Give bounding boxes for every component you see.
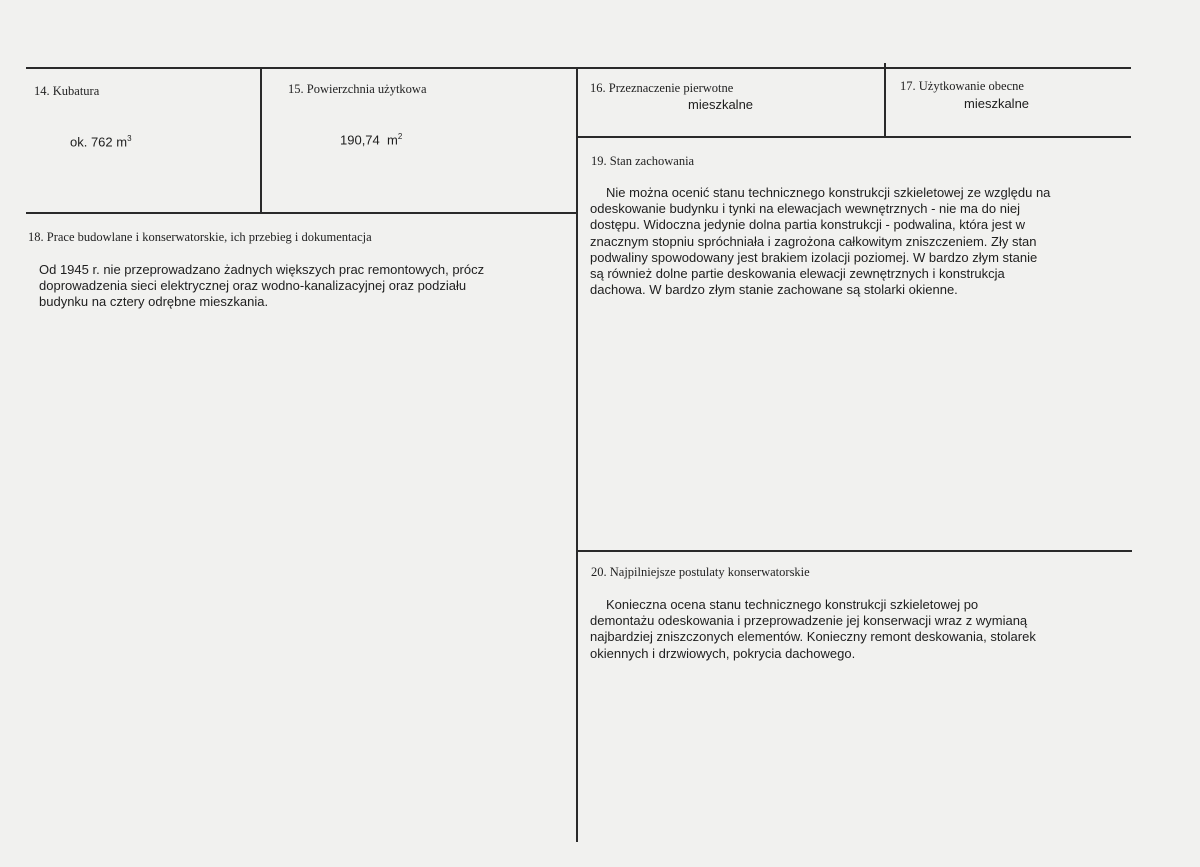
field-postulaty-label: 20. Najpilniejsze postulaty konserwatorskie [591, 565, 810, 579]
prace-line: Od 1945 r. nie przeprowadzano żadnych większych prac remontowych, prócz [39, 262, 485, 277]
kubatura-exponent: 3 [127, 134, 132, 143]
field-uzytkowanie-label: 17. Użytkowanie obecne [900, 79, 1024, 93]
field-kubatura-value [70, 134, 132, 149]
divider-16-17 [884, 63, 886, 136]
postulaty-line: Konieczna ocena stanu technicznego konstrukcji szkieletowej po [606, 597, 979, 612]
postulaty-line: najbardziej zniszczonych elementów. Konieczny remont deskowania, stolarek [590, 629, 1036, 645]
postulaty-line: okiennych i drzwiowych, pokrycia dachowego. [590, 645, 856, 661]
postulaty-line: demontażu odeskowania i przeprowadzenie jej konserwacji wraz z wymianą [590, 613, 1028, 629]
field-prace-text [39, 262, 484, 311]
field-przeznaczenie-label: 16. Przeznaczenie pierwotne [590, 81, 734, 95]
powierzchnia-value-text: 190,74 m [340, 132, 398, 148]
rule-under-14-15 [26, 212, 577, 214]
stan-line: Nie można ocenić stanu technicznego konstrukcji szkieletowej ze względu na [606, 185, 1051, 200]
rule-under-16-17 [576, 136, 1131, 138]
top-rule [26, 67, 1131, 69]
divider-14-15 [260, 67, 262, 213]
stan-line: dostępu. Widoczna jedynie dolna partia konstrukcji - podwalina, która jest w [590, 217, 1026, 233]
field-kubatura-label: 14. Kubatura [34, 84, 100, 98]
stan-line: znacznym stopniu spróchniała i zagrożona całkowitym zniszczeniem. Zły stan [590, 233, 1037, 249]
field-powierzchnia-value [340, 132, 402, 147]
field-postulaty-text [590, 597, 1036, 662]
stan-line: dachowa. W bardzo złym stanie zachowane są stolarki okienne. [590, 282, 958, 298]
stan-line: odeskowanie budynku i tynki na elewacjach wewnętrznych - nie ma do niej [590, 201, 1020, 217]
field-stan-label: 19. Stan zachowania [591, 154, 695, 168]
field-prace-label: 18. Prace budowlane i konserwatorskie, ich przebieg i dokumentacja [28, 230, 372, 244]
stan-line: są również dolne partie deskowania elewacji zewnętrznych i konstrukcja [590, 266, 1005, 282]
field-powierzchnia-label: 15. Powierzchnia użytkowa [288, 82, 427, 96]
powierzchnia-exponent: 2 [397, 132, 403, 141]
kubatura-value-text: ok. 762 m [70, 134, 128, 150]
field-przeznaczenie-value: mieszkalne [688, 97, 754, 112]
prace-line: budynku na cztery odrębne mieszkania. [39, 294, 269, 310]
field-stan-text [590, 185, 1050, 298]
prace-line: doprowadzenia sieci elektrycznej oraz wodno-kanalizacyjnej oraz podziału [39, 278, 467, 294]
rule-above-20 [576, 550, 1132, 552]
stan-line: podwaliny spowodowany jest brakiem izolacji poziomej. W bardzo złym stanie [590, 249, 1038, 265]
center-divider [576, 67, 578, 842]
field-uzytkowanie-value: mieszkalne [964, 96, 1030, 111]
